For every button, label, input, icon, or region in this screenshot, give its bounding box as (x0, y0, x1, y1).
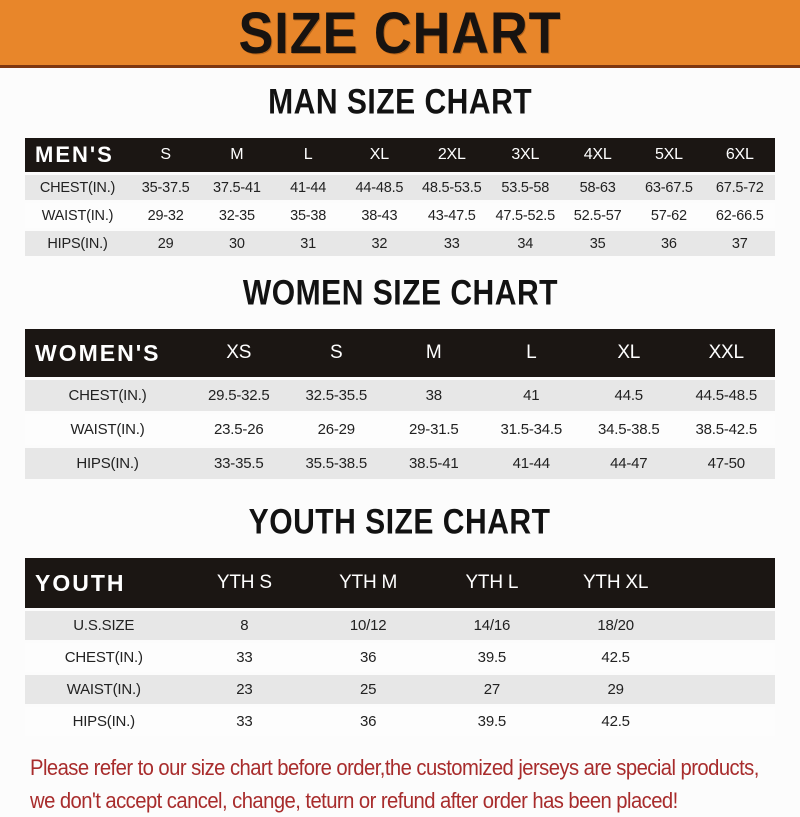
row-label: HIPS(IN.) (25, 448, 190, 479)
size-cell: 37.5-41 (201, 175, 272, 200)
size-cell: 32.5-35.5 (288, 380, 386, 411)
spacer-cell (678, 558, 776, 608)
size-cell: 63-67.5 (633, 175, 704, 200)
size-cell: 31.5-34.5 (483, 414, 581, 445)
women-section-heading (0, 272, 800, 314)
size-column-header: XL (344, 138, 415, 172)
table-row (25, 448, 775, 479)
size-cell: 35-37.5 (130, 175, 201, 200)
men-section-heading (0, 81, 800, 123)
size-column-header: 6XL (705, 138, 776, 172)
size-column-header: XL (580, 329, 678, 377)
youth-table-label: YOUTH (25, 558, 183, 608)
size-cell: 36 (306, 643, 430, 672)
spacer-cell (678, 611, 776, 640)
men-size-table (25, 135, 775, 259)
size-column-header: YTH L (430, 558, 554, 608)
size-cell: 18/20 (554, 611, 678, 640)
size-cell: 29 (554, 675, 678, 704)
size-cell: 38 (385, 380, 483, 411)
size-cell: 25 (306, 675, 430, 704)
size-cell: 58-63 (562, 175, 633, 200)
women-size-table (25, 326, 775, 482)
size-column-header: S (130, 138, 201, 172)
spacer-cell (678, 643, 776, 672)
size-cell: 30 (201, 231, 272, 256)
size-cell: 35-38 (273, 203, 344, 228)
size-cell: 33-35.5 (190, 448, 288, 479)
size-cell: 14/16 (430, 611, 554, 640)
table-row (25, 203, 775, 228)
table-row (25, 380, 775, 411)
size-cell: 57-62 (633, 203, 704, 228)
size-column-header: S (288, 329, 386, 377)
size-column-header: L (273, 138, 344, 172)
size-column-header: YTH M (306, 558, 430, 608)
size-cell: 42.5 (554, 643, 678, 672)
size-cell: 39.5 (430, 707, 554, 736)
size-cell: 8 (183, 611, 307, 640)
section-youth (0, 501, 800, 739)
spacer-cell (678, 675, 776, 704)
size-cell: 29.5-32.5 (190, 380, 288, 411)
size-cell: 23 (183, 675, 307, 704)
size-column-header: M (385, 329, 483, 377)
size-cell: 29 (130, 231, 201, 256)
row-label: CHEST(IN.) (25, 643, 183, 672)
size-cell: 42.5 (554, 707, 678, 736)
size-column-header: 5XL (633, 138, 704, 172)
size-cell: 39.5 (430, 643, 554, 672)
size-cell: 35 (562, 231, 633, 256)
disclaimer (30, 751, 800, 817)
size-cell: 10/12 (306, 611, 430, 640)
table-row (25, 675, 775, 704)
size-cell: 43-47.5 (415, 203, 489, 228)
size-cell: 47.5-52.5 (489, 203, 563, 228)
size-cell: 67.5-72 (705, 175, 776, 200)
section-women (0, 272, 800, 482)
disclaimer-line-2: we don't accept cancel, change, teturn or refund after order has been placed! (30, 788, 678, 813)
size-cell: 38.5-41 (385, 448, 483, 479)
row-label: WAIST(IN.) (25, 414, 190, 445)
youth-section-heading (0, 501, 800, 543)
spacer-cell (678, 707, 776, 736)
table-row (25, 643, 775, 672)
size-cell: 44.5-48.5 (678, 380, 776, 411)
size-cell: 62-66.5 (705, 203, 776, 228)
size-column-header: 3XL (489, 138, 563, 172)
size-cell: 44-47 (580, 448, 678, 479)
table-header-row (25, 558, 775, 608)
table-row (25, 175, 775, 200)
size-cell: 41-44 (273, 175, 344, 200)
size-cell: 36 (633, 231, 704, 256)
size-cell: 38-43 (344, 203, 415, 228)
row-label: CHEST(IN.) (25, 380, 190, 411)
section-men (0, 81, 800, 259)
size-cell: 33 (183, 643, 307, 672)
table-header-row (25, 329, 775, 377)
youth-section-heading-text: YOUTH SIZE CHART (249, 501, 551, 542)
size-column-header: YTH S (183, 558, 307, 608)
row-label: CHEST(IN.) (25, 175, 130, 200)
banner (0, 0, 800, 68)
size-cell: 47-50 (678, 448, 776, 479)
size-cell: 27 (430, 675, 554, 704)
women-table-label: WOMEN'S (25, 329, 190, 377)
size-cell: 44.5 (580, 380, 678, 411)
size-cell: 23.5-26 (190, 414, 288, 445)
size-column-header: YTH XL (554, 558, 678, 608)
size-cell: 37 (705, 231, 776, 256)
size-cell: 34.5-38.5 (580, 414, 678, 445)
table-row (25, 707, 775, 736)
row-label: HIPS(IN.) (25, 707, 183, 736)
size-column-header: 4XL (562, 138, 633, 172)
size-cell: 33 (183, 707, 307, 736)
size-column-header: L (483, 329, 581, 377)
size-cell: 26-29 (288, 414, 386, 445)
men-section-heading-text: MAN SIZE CHART (267, 81, 533, 122)
size-cell: 29-32 (130, 203, 201, 228)
size-column-header: XS (190, 329, 288, 377)
size-cell: 41 (483, 380, 581, 411)
row-label: U.S.SIZE (25, 611, 183, 640)
size-cell: 36 (306, 707, 430, 736)
size-cell: 38.5-42.5 (678, 414, 776, 445)
size-cell: 53.5-58 (489, 175, 563, 200)
size-column-header: 2XL (415, 138, 489, 172)
size-cell: 48.5-53.5 (415, 175, 489, 200)
size-cell: 29-31.5 (385, 414, 483, 445)
table-row (25, 414, 775, 445)
women-section-heading-text: WOMEN SIZE CHART (242, 272, 558, 313)
size-cell: 52.5-57 (562, 203, 633, 228)
size-cell: 32 (344, 231, 415, 256)
row-label: WAIST(IN.) (25, 203, 130, 228)
table-header-row (25, 138, 775, 172)
size-column-header: XXL (678, 329, 776, 377)
men-table-label: MEN'S (25, 138, 130, 172)
size-cell: 34 (489, 231, 563, 256)
size-cell: 44-48.5 (344, 175, 415, 200)
table-row (25, 611, 775, 640)
table-row (25, 231, 775, 256)
row-label: HIPS(IN.) (25, 231, 130, 256)
size-cell: 31 (273, 231, 344, 256)
size-cell: 33 (415, 231, 489, 256)
row-label: WAIST(IN.) (25, 675, 183, 704)
size-cell: 41-44 (483, 448, 581, 479)
size-column-header: M (201, 138, 272, 172)
disclaimer-line-1: Please refer to our size chart before order,the customized jerseys are special products, (30, 755, 759, 780)
youth-size-table (25, 555, 775, 739)
page-title: SIZE CHART (238, 0, 562, 66)
size-cell: 35.5-38.5 (288, 448, 386, 479)
size-cell: 32-35 (201, 203, 272, 228)
